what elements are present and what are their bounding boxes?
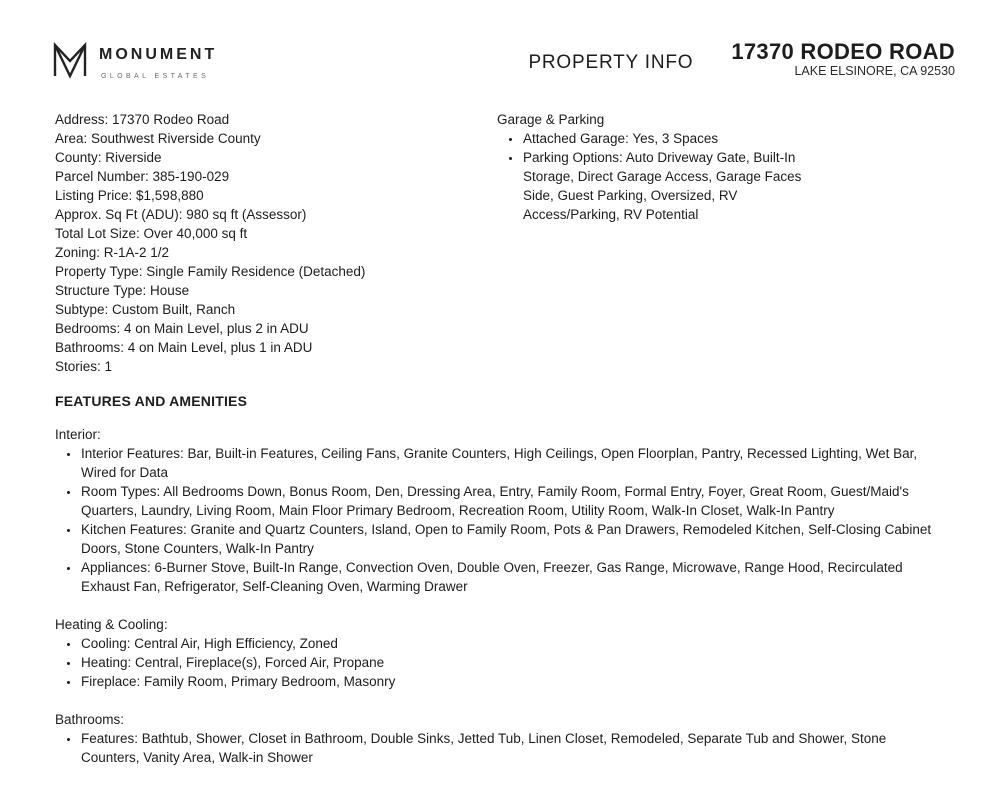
logo-name: MONUMENT	[99, 46, 218, 63]
bathrooms-group	[55, 710, 941, 767]
bathrooms-list	[55, 729, 941, 767]
detail-county: County: Riverside	[55, 150, 162, 165]
bathrooms-heading: Bathrooms:	[55, 712, 125, 727]
property-address-line2: LAKE ELSINORE, CA 92530	[794, 64, 955, 78]
interior-heading: Interior:	[55, 427, 101, 442]
document-body	[0, 98, 991, 767]
detail-property-type: Property Type: Single Family Residence (Detached)	[55, 264, 366, 279]
detail-stories: Stories: 1	[55, 359, 113, 374]
garage-parking-column	[497, 110, 817, 376]
detail-bathrooms: Bathrooms: 4 on Main Level, plus 1 in ADU	[55, 340, 313, 355]
detail-address: Address: 17370 Rodeo Road	[55, 112, 230, 127]
detail-listing-price: Listing Price: $1,598,880	[55, 188, 204, 203]
monument-m-icon	[50, 40, 90, 80]
logo-text	[99, 40, 217, 86]
garage-bullet-attached: • Attached Garage: Yes, 3 Spaces	[522, 129, 802, 148]
heating-cooling-group	[55, 615, 941, 691]
interior-list	[55, 444, 941, 596]
detail-bedrooms: Bedrooms: 4 on Main Level, plus 2 in ADU	[55, 321, 309, 336]
detail-lot-size: Total Lot Size: Over 40,000 sq ft	[55, 226, 248, 241]
fireplace-bullet: • Fireplace: Family Room, Primary Bedroom, Masonry	[80, 672, 941, 691]
detail-structure-type: Structure Type: House	[55, 283, 190, 298]
heating-cooling-heading: Heating & Cooling:	[55, 617, 168, 632]
features-section	[55, 392, 941, 767]
detail-sqft-adu: Approx. Sq Ft (ADU): 980 sq ft (Assessor)	[55, 207, 307, 222]
summary-columns	[55, 110, 941, 376]
interior-group	[55, 425, 941, 596]
property-details-column	[55, 110, 497, 376]
interior-features-bullet: • Interior Features: Bar, Built-in Features, Ceiling Fans, Granite Counters, High Ceilings, Open Floorplan, Pantry, Recessed Lighting, Wet Bar, Wired for Data	[80, 444, 941, 482]
page-header	[0, 0, 991, 98]
detail-area: Area: Southwest Riverside County	[55, 131, 261, 146]
page-title: PROPERTY INFO	[528, 52, 694, 73]
detail-subtype: Subtype: Custom Built, Ranch	[55, 302, 236, 317]
property-address-line1: 17370 RODEO ROAD	[731, 39, 955, 64]
garage-bullet-parking-options: • Parking Options: Auto Driveway Gate, Built-In Storage, Direct Garage Access, Garage Faces Side, Guest Parking, Oversized, RV Access/Parking, RV Potential	[522, 148, 802, 224]
room-types-bullet: • Room Types: All Bedrooms Down, Bonus Room, Den, Dressing Area, Entry, Family Room, Formal Entry, Foyer, Great Room, Guest/Maid's Quarters, Laundry, Living Room, Main Floor Primary Bedroom, Recreation Room, Utility Room, Walk-In Closet, Walk-In Pantry	[80, 482, 941, 520]
appliances-bullet: • Appliances: 6-Burner Stove, Built-In Range, Convection Oven, Double Oven, Freezer, Gas Range, Microwave, Range Hood, Recirculated Exhaust Fan, Refrigerator, Self-Cleaning Oven, Warming Drawer	[80, 558, 941, 596]
kitchen-features-bullet: • Kitchen Features: Granite and Quartz Counters, Island, Open to Family Room, Pots & Pan Drawers, Remodeled Kitchen, Self-Closing Cabinet Doors, Stone Counters, Walk-In Pantry	[80, 520, 941, 558]
logo-subtitle: GLOBAL ESTATES	[101, 73, 210, 80]
heating-bullet: • Heating: Central, Fireplace(s), Forced Air, Propane	[80, 653, 941, 672]
features-title: FEATURES AND AMENITIES	[55, 393, 248, 409]
detail-parcel-number: Parcel Number: 385-190-029	[55, 169, 230, 184]
monument-logo	[50, 40, 217, 86]
garage-parking-heading: Garage & Parking	[497, 112, 605, 127]
heating-cooling-list	[55, 634, 941, 691]
property-address-block	[731, 40, 955, 79]
garage-parking-list	[497, 129, 802, 224]
cooling-bullet: • Cooling: Central Air, High Efficiency, Zoned	[80, 634, 941, 653]
detail-zoning: Zoning: R-1A-2 1/2	[55, 245, 170, 260]
bathroom-features-bullet: • Features: Bathtub, Shower, Closet in Bathroom, Double Sinks, Jetted Tub, Linen Closet, Remodeled, Separate Tub and Shower, Stone Counters, Vanity Area, Walk-in Shower	[80, 729, 941, 767]
